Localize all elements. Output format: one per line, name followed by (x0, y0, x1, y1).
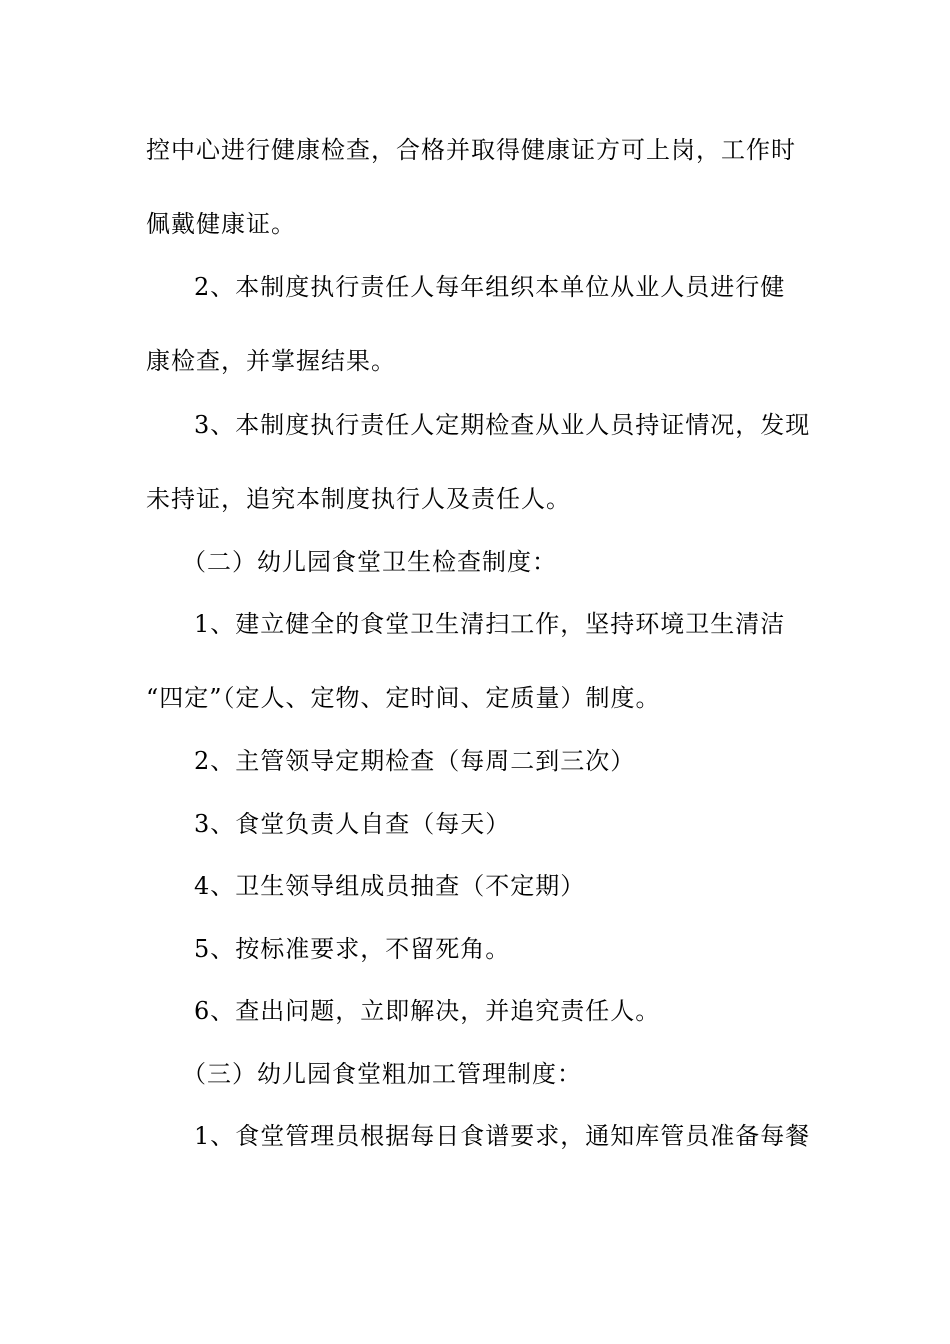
text-line: 康检查，并掌握结果。 (146, 347, 396, 375)
text-line: 3、本制度执行责任人定期检查从业人员持证情况，发现 (194, 411, 811, 439)
text-line: 4、卫生领导组成员抽查（不定期） (194, 872, 586, 900)
text-line: 未持证，追究本制度执行人及责任人。 (146, 485, 571, 513)
text-line: 2、主管领导定期检查（每周二到三次） (194, 747, 636, 775)
text-line: 1、食堂管理员根据每日食谱要求，通知库管员准备每餐 (194, 1122, 811, 1150)
text-line: 2、本制度执行责任人每年组织本单位从业人员进行健 (194, 273, 786, 301)
section-heading: （二）幼儿园食堂卫生检查制度： (182, 548, 557, 576)
text-line: 3、食堂负责人自查（每天） (194, 810, 511, 838)
section-heading: （三）幼儿园食堂粗加工管理制度： (182, 1060, 582, 1088)
text-line: 佩戴健康证。 (146, 210, 296, 238)
text-line: 控中心进行健康检查，合格并取得健康证方可上岗，工作时 (146, 136, 796, 164)
text-line: 1、建立健全的食堂卫生清扫工作，坚持环境卫生清洁 (194, 610, 786, 638)
text-line: “四定”（定人、定物、定时间、定质量）制度。 (146, 684, 661, 712)
text-line: 6、查出问题，立即解决，并追究责任人。 (194, 997, 661, 1025)
text-line: 5、按标准要求，不留死角。 (194, 935, 511, 963)
